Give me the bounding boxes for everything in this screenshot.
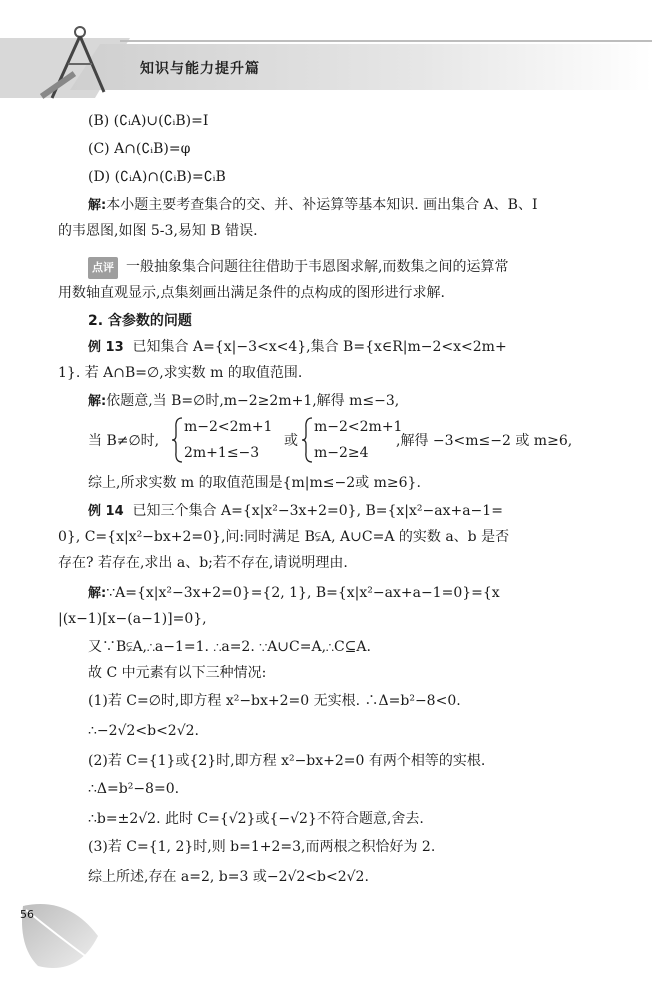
example-13-text: 已知集合 A={x|−3<x<4},集合 B={x∈R|m−2<x<2m+ bbox=[132, 339, 507, 355]
ex14-solution-line bbox=[88, 582, 596, 605]
example-14-cont-1: 0}, C={x|x²−bx+2=0},问:同时满足 B⫋A, A∪C=A 的实数 a、b 是否 bbox=[58, 529, 510, 545]
option-d: (D) (∁ᵢA)∩(∁ᵢB)=∁ᵢB bbox=[88, 169, 226, 185]
ex14-case-2-result: ∴b=±2√2. 此时 C={√2}或{−√2}不符合题意,舍去. bbox=[88, 811, 424, 827]
ex14-case-2-delta: ∴Δ=b²−8=0. bbox=[88, 781, 180, 797]
solution-text: 本小题主要考查集合的交、并、补运算等基本知识. 画出集合 A、B、I bbox=[106, 197, 538, 213]
example-13-label: 例 13 bbox=[88, 340, 124, 355]
solution-line bbox=[88, 194, 596, 217]
ex14-case-1: (1)若 C=∅时,即方程 x²−bx+2=0 无实根. ∴Δ=b²−8<0. bbox=[88, 693, 461, 709]
ex14-step-2: 故 C 中元素有以下三种情况: bbox=[88, 665, 267, 681]
left-brace-1 bbox=[170, 416, 184, 464]
ex13-solution-text: 依题意,当 B=∅时,m−2≥2m+1,解得 m≤−3, bbox=[106, 393, 400, 409]
section-heading: 2. 含参数的问题 bbox=[88, 313, 192, 329]
ex13-conclusion: 综上,所求实数 m 的取值范围是{m|m≤−2或 m≥6}. bbox=[88, 475, 421, 491]
option-b: (B) (∁ᵢA)∪(∁ᵢB)=I bbox=[88, 113, 209, 129]
system-1-line-1: m−2<2m+1 bbox=[184, 419, 273, 435]
tip-text-cont: 用数轴直观显示,点集刻画出满足条件的点构成的图形进行求解. bbox=[58, 285, 445, 301]
ex14-case-2: (2)若 C={1}或{2}时,即方程 x²−bx+2=0 有两个相等的实根. bbox=[88, 753, 486, 769]
ex14-step-1: 又∵B⫋A,∴a−1=1. ∴a=2. ∵A∪C=A,∴C⊆A. bbox=[88, 639, 371, 655]
ex14-conclusion: 综上所述,存在 a=2, b=3 或−2√2<b<2√2. bbox=[88, 869, 369, 885]
ex14-case-3: (3)若 C={1, 2}时,则 b=1+2=3,而两根之积恰好为 2. bbox=[88, 839, 436, 855]
page-number: 56 bbox=[20, 908, 34, 921]
example-14-line bbox=[88, 500, 596, 523]
example-14-label: 例 14 bbox=[88, 504, 124, 519]
or-word: 或 bbox=[284, 433, 298, 449]
header-title: 知识与能力提升篇 bbox=[140, 61, 260, 77]
ex14-case-1-result: ∴−2√2<b<2√2. bbox=[88, 723, 199, 739]
ex13-solution-line bbox=[88, 390, 596, 413]
example-13-line bbox=[88, 336, 596, 359]
tip-badge: 点评 bbox=[88, 257, 118, 279]
system-1-line-2: 2m+1≤−3 bbox=[184, 445, 260, 461]
tip-line bbox=[88, 256, 596, 279]
case-nonempty-prefix: 当 B≠∅时, bbox=[88, 433, 160, 449]
solution-label: 解: bbox=[88, 198, 107, 213]
ex14-solution-label: 解: bbox=[88, 586, 107, 601]
ex13-solution-label: 解: bbox=[88, 394, 107, 409]
system-2-line-1: m−2<2m+1 bbox=[314, 419, 403, 435]
left-brace-2 bbox=[300, 416, 314, 464]
example-14-text: 已知三个集合 A={x|x²−3x+2=0}, B={x|x²−ax+a−1= bbox=[132, 503, 503, 519]
ex14-solution-text: ∵A={x|x²−3x+2=0}={2, 1}, B={x|x²−ax+a−1=0}={x bbox=[106, 585, 500, 601]
example-14-cont-2: 存在? 若存在,求出 a、b;若不存在,请说明理由. bbox=[58, 555, 348, 571]
option-c: (C) A∩(∁ᵢB)=φ bbox=[88, 141, 191, 157]
case-nonempty-result: ,解得 −3<m≤−2 或 m≥6, bbox=[396, 433, 573, 449]
tip-text: 一般抽象集合问题往往借助于韦恩图求解,而数集之间的运算常 bbox=[126, 259, 509, 275]
ex14-solution-cont: |(x−1)[x−(a−1)]=0}, bbox=[58, 611, 207, 627]
compass-icon bbox=[30, 22, 120, 102]
example-13-cont: 1}. 若 A∩B=∅,求实数 m 的取值范围. bbox=[58, 365, 303, 381]
system-2-line-2: m−2≥4 bbox=[314, 445, 369, 461]
solution-line-cont: 的韦恩图,如图 5-3,易知 B 错误. bbox=[58, 223, 258, 239]
